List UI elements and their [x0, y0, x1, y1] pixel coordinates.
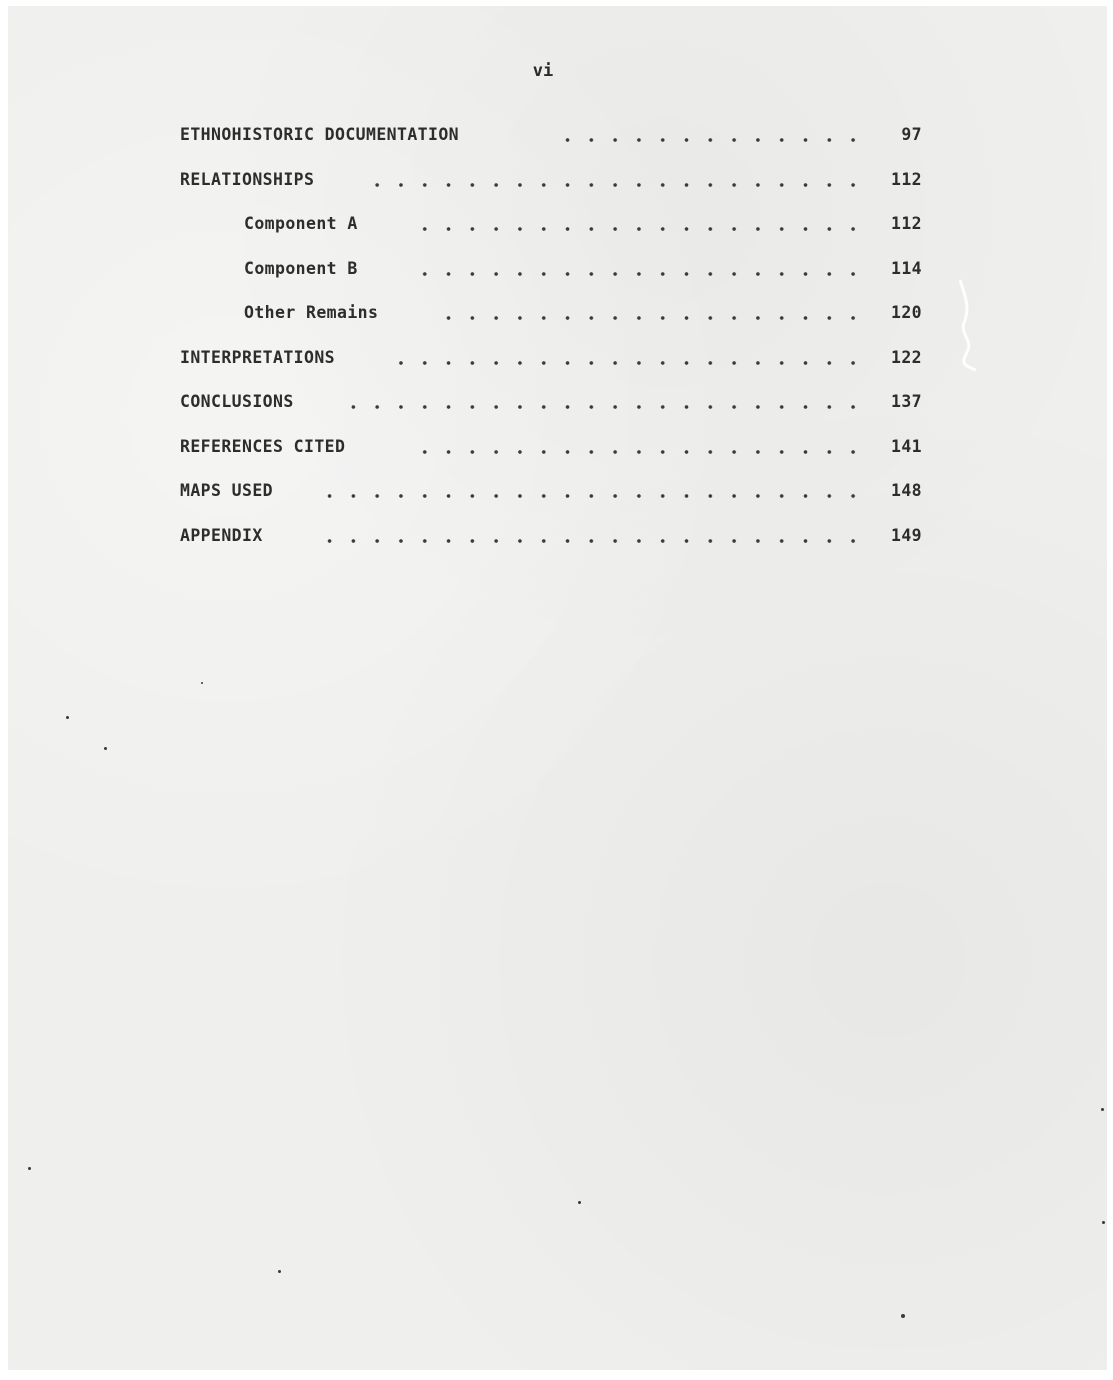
toc-entry-page: 112: [890, 169, 922, 189]
dot-leader: [318, 493, 865, 499]
dot-leader: [390, 360, 865, 366]
toc-entry-label: REFERENCES CITED: [180, 436, 346, 456]
dot-leader: [342, 404, 865, 410]
toc-entry-page: 122: [890, 347, 922, 367]
dot-leader: [410, 271, 865, 277]
paper-speck: [66, 716, 69, 719]
toc-entry-references-cited: [180, 437, 922, 482]
toc-entry-maps-used: [180, 481, 922, 526]
dot-leader: [366, 182, 865, 188]
dot-leader: [556, 137, 865, 143]
toc-entry-label: Other Remains: [244, 303, 379, 322]
toc-entry-page: 112: [890, 214, 922, 233]
table-of-contents: [180, 125, 922, 570]
paper-speck: [104, 747, 107, 750]
dot-leader: [410, 226, 865, 232]
paper-speck: [901, 1314, 905, 1318]
toc-entry-page: 97: [901, 125, 922, 144]
dot-leader: [318, 538, 865, 544]
toc-entry-page: 148: [890, 481, 922, 500]
dot-leader: [414, 449, 865, 455]
toc-entry-relationships: [180, 170, 922, 215]
toc-entry-label: Component A: [244, 214, 358, 233]
toc-entry-other-remains: [244, 303, 922, 348]
toc-entry-page: 137: [890, 392, 922, 411]
paper-speck: [1102, 1221, 1105, 1224]
dot-leader: [434, 315, 865, 321]
toc-entry-label: ETHNOHISTORIC DOCUMENTATION: [180, 125, 460, 144]
toc-entry-component-b: [244, 259, 922, 304]
toc-entry-conclusions: [180, 392, 922, 437]
toc-entry-label: MAPS USED: [180, 481, 274, 500]
toc-entry-appendix: [180, 526, 922, 571]
page-number: vi: [532, 61, 554, 81]
document-page: [8, 6, 1107, 1370]
toc-entry-label: RELATIONSHIPS: [180, 169, 315, 189]
paper-speck: [578, 1201, 581, 1204]
paper-speck: [201, 682, 203, 684]
paper-speck: [278, 1270, 281, 1273]
toc-entry-component-a: [244, 214, 922, 259]
toc-entry-page: 141: [890, 436, 922, 456]
paper-speck: [28, 1167, 31, 1170]
toc-entry-label: CONCLUSIONS: [180, 392, 294, 411]
paper-scratch-mark: [954, 278, 994, 378]
toc-entry-ethnohistoric-documentation: [180, 125, 922, 170]
toc-entry-interpretations: [180, 348, 922, 393]
toc-entry-label: APPENDIX: [180, 525, 263, 545]
toc-entry-page: 114: [890, 258, 922, 278]
toc-entry-label: Component B: [244, 258, 358, 278]
paper-speck: [1101, 1108, 1104, 1111]
toc-entry-label: INTERPRETATIONS: [180, 347, 336, 367]
toc-entry-page: 120: [890, 303, 922, 322]
toc-entry-page: 149: [890, 525, 922, 545]
